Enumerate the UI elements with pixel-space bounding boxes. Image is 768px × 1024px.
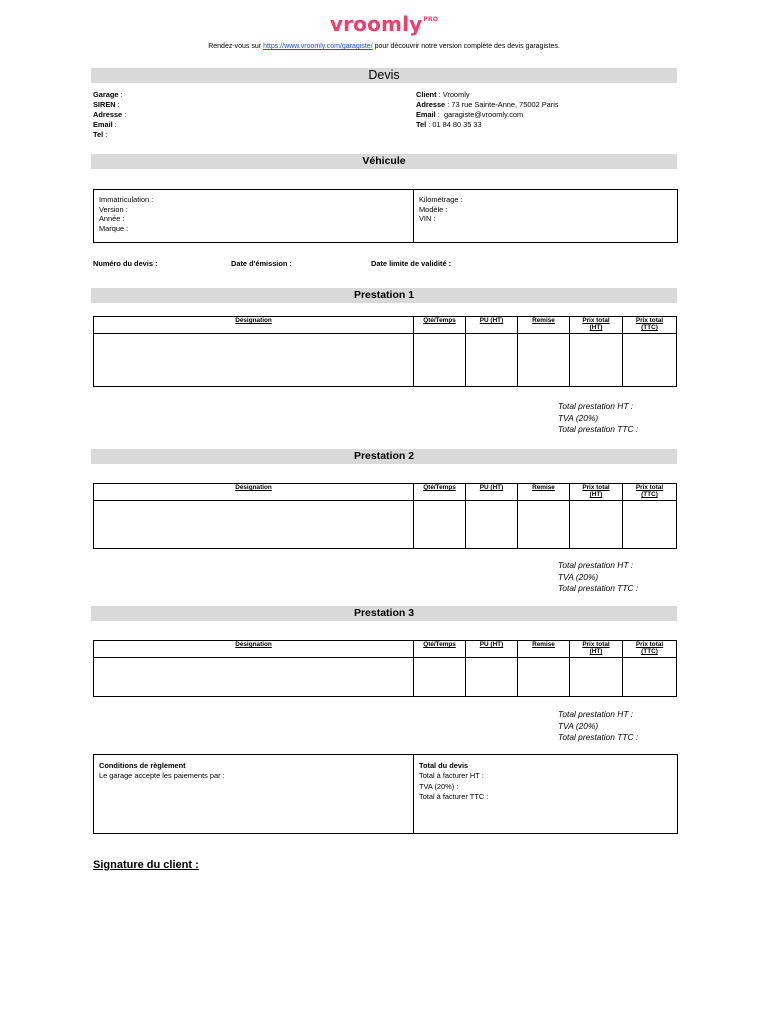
garage-adresse-label: Adresse	[93, 110, 123, 119]
table-row	[94, 334, 677, 387]
client-adresse-value: 73 rue Sainte-Anne, 75002 Paris	[451, 100, 559, 109]
table-row	[94, 501, 677, 549]
tva-label: TVA (20%)	[558, 412, 599, 423]
total-facturer-ht-label: Total à facturer HT :	[419, 771, 484, 781]
logo-badge: PRO	[423, 16, 439, 23]
col-qte: Qté/Temps	[414, 484, 466, 501]
col-prix-ttc	[623, 484, 677, 501]
cell	[623, 501, 677, 549]
summary-box	[93, 754, 678, 834]
vroomly-logo	[0, 12, 768, 36]
intro-text	[0, 43, 768, 50]
devis-title: Devis	[91, 68, 677, 83]
col-prix-ht-l1: Prix total	[582, 641, 610, 648]
col-prix-ttc-l1: Prix total	[635, 641, 664, 648]
total-ht-label: Total prestation HT :	[558, 560, 634, 570]
intro-before: Rendez-vous sur	[208, 43, 264, 50]
total-ttc-label: Total prestation TTC :	[558, 732, 639, 742]
kilometrage-label: Kilométrage :	[419, 195, 463, 204]
total-facturer-ttc-label: Total à facturer TTC :	[419, 792, 489, 802]
col-designation: Désignation	[94, 484, 414, 501]
col-qte: Qté/Temps	[414, 317, 466, 334]
annee-label: Année :	[99, 214, 125, 223]
cell	[518, 658, 570, 697]
col-remise: Remise	[518, 641, 570, 658]
prestation-2-totals	[558, 560, 638, 595]
garage-tel-label: Tel	[93, 130, 104, 139]
col-pu: PU (HT)	[466, 317, 518, 334]
table-row	[94, 658, 677, 697]
prestation-1-title: Prestation 1	[91, 288, 677, 303]
total-ttc-label: Total prestation TTC :	[558, 424, 639, 434]
cell	[623, 334, 677, 387]
col-prix-ht-l2: (HT)	[589, 491, 603, 498]
date-validite-label: Date limite de validité :	[371, 259, 452, 268]
summary-divider	[413, 755, 414, 833]
cell	[466, 334, 518, 387]
prestation-3-totals	[558, 709, 638, 744]
col-prix-ht	[570, 641, 623, 658]
client-tel-label: Tel	[416, 120, 427, 129]
marque-label: Marque :	[99, 223, 129, 233]
total-ht-label: Total prestation HT :	[558, 709, 634, 719]
col-prix-ttc	[623, 641, 677, 658]
date-emission-label: Date d'émission :	[231, 259, 292, 268]
garage-label: Garage	[93, 90, 119, 99]
cell	[570, 334, 623, 387]
client-email-value: garagiste@vroomly.com	[443, 110, 524, 119]
cell	[94, 658, 414, 697]
cell	[518, 334, 570, 387]
col-remise: Remise	[518, 484, 570, 501]
total-devis-title: Total du devis	[419, 761, 469, 770]
vehicule-right	[419, 195, 463, 224]
cell	[466, 501, 518, 549]
client-email-label: Email	[416, 110, 436, 119]
client-info: Client : Vroomly Adresse : 73 rue Sainte-Anne, 75002 Paris Email : garagiste@vroomly.com Tel : 01 84 80 35 33	[416, 90, 559, 129]
numero-devis-label: Numéro du devis :	[93, 259, 158, 268]
prestation-1-totals	[558, 401, 638, 436]
vehicule-title: Véhicule	[91, 154, 677, 169]
col-prix-ttc-l2: (TTC)	[641, 648, 658, 655]
tva-label: TVA (20%)	[558, 571, 599, 582]
cell	[466, 658, 518, 697]
garage-info	[93, 90, 126, 140]
total-ttc-label: Total prestation TTC :	[558, 583, 639, 593]
cell	[570, 501, 623, 549]
col-prix-ttc-l2: (TTC)	[641, 491, 658, 498]
col-pu: PU (HT)	[466, 484, 518, 501]
client-tel-value: 01 84 80 35 33	[432, 120, 482, 129]
client-adresse-label: Adresse	[416, 100, 446, 109]
cell	[623, 658, 677, 697]
garage-email-label: Email	[93, 120, 113, 129]
prestation-3-title: Prestation 3	[91, 606, 677, 621]
separator: :	[103, 130, 108, 139]
separator: :	[115, 100, 120, 109]
col-prix-ht-l2: (HT)	[589, 324, 603, 331]
client-label: Client	[416, 90, 437, 99]
prestation-1-table	[93, 316, 677, 387]
col-prix-ht-l1: Prix total	[582, 484, 610, 491]
signature-label: Signature du client :	[93, 859, 199, 871]
vin-label: VIN :	[419, 214, 436, 223]
cell	[414, 501, 466, 549]
col-pu: PU (HT)	[466, 641, 518, 658]
col-prix-ht	[570, 317, 623, 334]
vehicule-box	[93, 189, 678, 243]
conditions-title: Conditions de règlement	[99, 761, 186, 770]
cell	[94, 501, 414, 549]
col-prix-ht-l2: (HT)	[589, 648, 603, 655]
immatriculation-label: Immatriculation :	[99, 195, 154, 204]
intro-after: pour découvrir notre version complète des devis garagistes.	[372, 43, 560, 50]
col-designation: Désignation	[94, 317, 414, 334]
total-devis-section	[419, 761, 488, 803]
cell	[414, 658, 466, 697]
total-tva-label: TVA (20%) :	[419, 781, 459, 791]
col-prix-ttc-l1: Prix total	[635, 317, 664, 324]
version-label: Version :	[99, 204, 128, 214]
separator: :	[118, 90, 123, 99]
col-prix-ttc	[623, 317, 677, 334]
conditions-text: Le garage accepte les paiements par :	[99, 770, 225, 780]
modele-label: Modèle :	[419, 204, 448, 214]
cell	[518, 501, 570, 549]
col-prix-ht-l1: Prix total	[582, 317, 610, 324]
separator: :	[122, 110, 127, 119]
prestation-3-table	[93, 640, 677, 697]
prestation-2-title: Prestation 2	[91, 449, 677, 464]
logo-text: vroomly	[329, 12, 423, 36]
col-remise: Remise	[518, 317, 570, 334]
intro-link[interactable]: https://www.vroomly.com/garagiste/	[263, 43, 373, 50]
prestation-2-table	[93, 483, 677, 549]
col-prix-ttc-l1: Prix total	[635, 484, 664, 491]
vehicule-left	[99, 195, 153, 233]
cell	[94, 334, 414, 387]
col-qte: Qté/Temps	[414, 641, 466, 658]
col-designation: Désignation	[94, 641, 414, 658]
conditions-section	[99, 761, 225, 781]
client-value: Vroomly	[442, 90, 470, 99]
tva-label: TVA (20%)	[558, 720, 599, 731]
siren-label: SIREN	[93, 100, 116, 109]
separator: :	[112, 120, 117, 129]
total-ht-label: Total prestation HT :	[558, 401, 634, 411]
col-prix-ttc-l2: (TTC)	[641, 324, 658, 331]
cell	[570, 658, 623, 697]
col-prix-ht	[570, 484, 623, 501]
vehicule-divider	[413, 190, 414, 242]
cell	[414, 334, 466, 387]
